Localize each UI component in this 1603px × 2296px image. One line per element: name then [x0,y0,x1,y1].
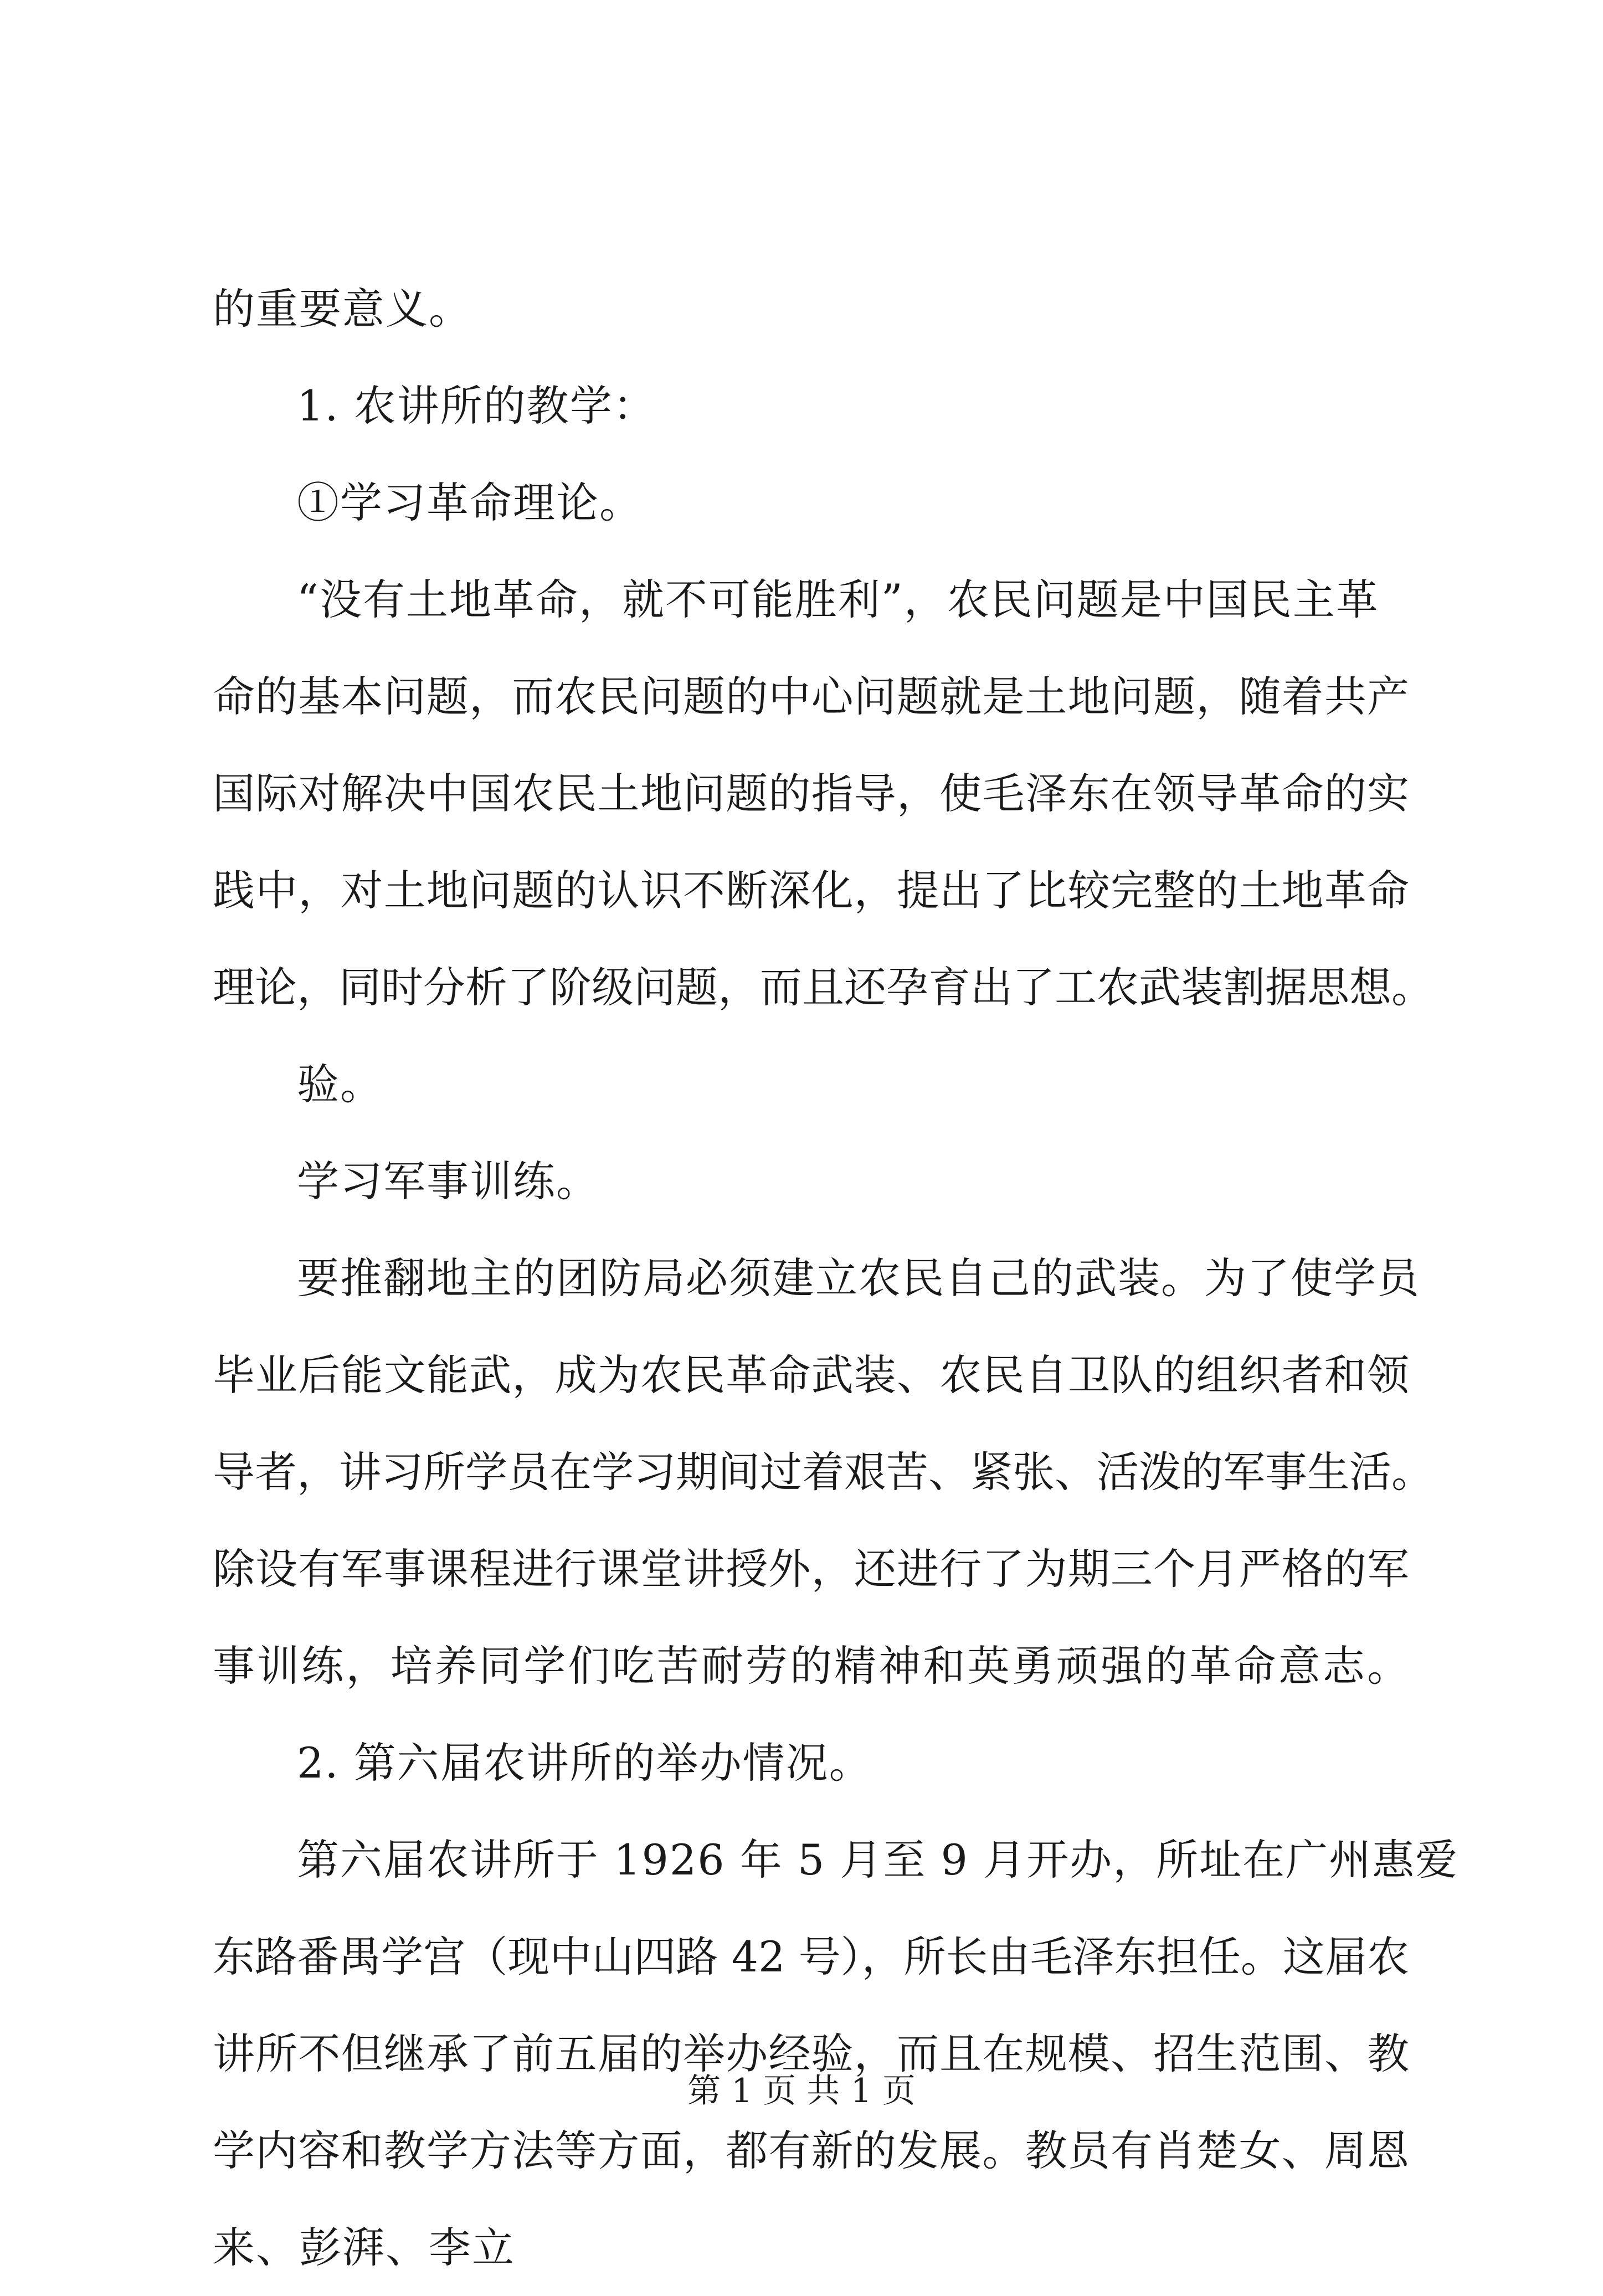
text-line: 验。 [297,1060,383,1109]
text-line: 事训练，培养同学们吃苦耐劳的精神和英勇顽强的革命意志。 [213,1641,1409,1691]
text-line: 来、彭湃、李立 [213,2223,515,2272]
text-line: 除设有军事课程进行课堂讲授外，还进行了为期三个月严格的军 [213,1544,1409,1594]
text-line: 学习军事训练。 [297,1157,599,1206]
text-line: 导者，讲习所学员在学习期间过着艰苦、紧张、活泼的军事生活。 [213,1447,1434,1497]
text-line: 毕业后能文能武，成为农民革命武装、农民自卫队的组织者和领 [213,1350,1409,1400]
text-line: 国际对解决中国农民土地问题的指导，使毛泽东在领导革命的实 [213,769,1409,818]
text-line: 学内容和教学方法等方面，都有新的发展。教员有肖楚女、周恩 [213,2126,1409,2175]
text-line: 践中，对土地问题的认识不断深化，提出了比较完整的土地革命 [213,866,1409,915]
text-line: 要推翻地主的团防局必须建立农民自己的武装。为了使学员 [297,1254,1420,1303]
text-line: 1. 农讲所的教学： [297,381,656,430]
text-line: 讲所不但继承了前五届的举办经验，而且在规模、招生范围、教 [213,2029,1409,2078]
document-body [213,260,1459,2296]
text-line: 理论，同时分析了阶级问题，而且还孕育出了工农武装割据思想。 [213,963,1434,1012]
text-line: “没有土地革命，就不可能胜利”，农民问题是中国民主革 [297,575,1379,624]
text-line: 2. 第六届农讲所的举办情况。 [297,1738,872,1788]
text-line: 命的基本问题，而农民问题的中心问题就是土地问题，随着共产 [213,672,1409,721]
page-footer: 第 1 页 共 1 页 [687,2072,916,2110]
text-line: 东路番禺学宫（现中山四路 42 号），所长由毛泽东担任。这届农 [213,1932,1409,1981]
text-line: 的重要意义。 [213,284,472,333]
text-line: 第六届农讲所于 1926 年 5 月至 9 月开办，所址在广州惠爱 [297,1835,1459,1884]
text-line: ①学习革命理论。 [297,478,643,527]
